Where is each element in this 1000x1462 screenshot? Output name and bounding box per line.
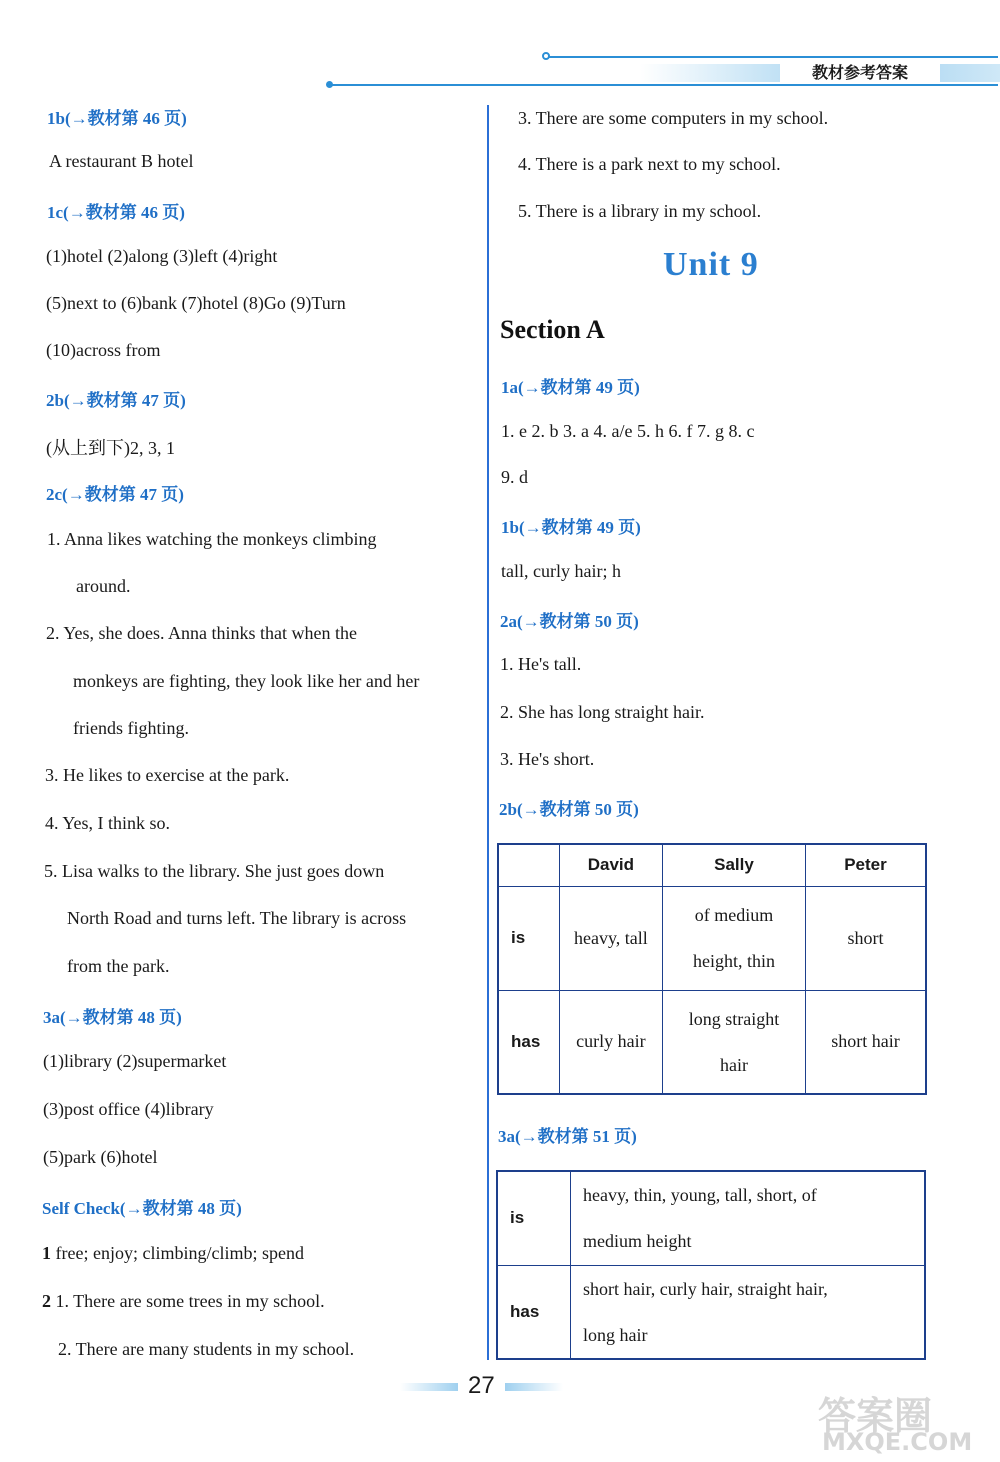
column-divider <box>487 105 489 1360</box>
right-answer-3: 3. There are some computers in my school. <box>518 108 829 128</box>
table-3a <box>496 1170 926 1360</box>
answer-1b: A restaurant B hotel <box>49 151 194 171</box>
table-cell-is-peter: short <box>805 886 926 990</box>
table-cell-has-sally <box>663 990 806 1094</box>
table-header-sally: Sally <box>663 844 806 886</box>
table-row-label-has: has <box>498 990 559 1094</box>
answer-2c-1a: 1. Anna likes watching the monkeys climbing <box>47 529 377 549</box>
self-check-2-num: 2 <box>42 1291 51 1311</box>
table-3a-cell-has-line2: long hair <box>583 1324 648 1345</box>
answer-1c-line1: (1)hotel (2)along (3)left (4)right <box>46 246 278 266</box>
right-answer-4: 4. There is a park next to my school. <box>518 154 781 174</box>
table-3a-cell-has <box>571 1265 926 1359</box>
table-cell-is-sally <box>663 886 806 990</box>
answer-2c-1b: around. <box>76 576 131 596</box>
answer-2a-2: 2. She has long straight hair. <box>500 702 705 722</box>
heading-1b-right: 1b(→教材第 49 页) <box>501 518 641 537</box>
heading-3a: 3a(→教材第 48 页) <box>43 1008 182 1027</box>
answer-1a-line1: 1. e 2. b 3. a 4. a/e 5. h 6. f 7. g 8. c <box>501 421 755 441</box>
header-rule-bottom <box>330 84 998 86</box>
heading-3a-right: 3a(→教材第 51 页) <box>498 1127 637 1146</box>
header-rule-top <box>548 56 998 58</box>
heading-2b: 2b(→教材第 47 页) <box>46 391 186 410</box>
answer-2c-5b: North Road and turns left. The library is across <box>67 908 407 928</box>
answer-2c-5c: from the park. <box>67 956 170 976</box>
table-cell-has-sally-line1: long straight <box>688 1008 780 1029</box>
heading-2a: 2a(→教材第 50 页) <box>500 612 639 631</box>
table-row <box>497 1171 925 1265</box>
self-check-1-text: free; enjoy; climbing/climb; spend <box>51 1243 304 1263</box>
header-dot-icon <box>542 52 550 60</box>
heading-1c: 1c(→教材第 46 页) <box>47 203 185 222</box>
table-3a-cell-is-line1: heavy, thin, young, tall, short, of <box>583 1185 817 1206</box>
answer-3a-line1: (1)library (2)supermarket <box>43 1051 227 1071</box>
self-check-2 <box>42 1291 325 1312</box>
watermark-url: MXQE.COM <box>822 1428 973 1456</box>
answer-3a-line3: (5)park (6)hotel <box>43 1147 158 1167</box>
heading-2c: 2c(→教材第 47 页) <box>46 485 184 504</box>
heading-1b: 1b(→教材第 46 页) <box>47 109 187 128</box>
table-2b <box>497 843 927 1095</box>
heading-2b-right: 2b(→教材第 50 页) <box>499 800 639 819</box>
table-header-david: David <box>559 844 662 886</box>
table-row <box>498 990 926 1094</box>
header-label: 教材参考答案 <box>780 62 940 84</box>
table-row <box>497 1265 925 1359</box>
page-number-deco-right <box>505 1383 563 1391</box>
table-cell-has-sally-line2: hair <box>720 1054 748 1075</box>
self-check-2-line2: 2. There are many students in my school. <box>58 1339 355 1359</box>
page-number-deco-left <box>400 1383 458 1391</box>
heading-self-check: Self Check(→教材第 48 页) <box>42 1199 242 1218</box>
answer-2c-4: 4. Yes, I think so. <box>45 813 171 833</box>
table-header-row <box>498 844 926 886</box>
answer-2c-2c: friends fighting. <box>73 718 189 738</box>
watermark-logo: 答案圈 <box>818 1394 933 1438</box>
table-3a-label-is: is <box>497 1171 571 1265</box>
unit-title: Unit 9 <box>663 246 759 283</box>
table-row-label-is: is <box>498 886 559 990</box>
table-cell-is-david: heavy, tall <box>559 886 662 990</box>
table-header-peter: Peter <box>805 844 926 886</box>
answer-2a-3: 3. He's short. <box>500 749 595 769</box>
table-cell-has-peter: short hair <box>805 990 926 1094</box>
right-answer-5: 5. There is a library in my school. <box>518 201 762 221</box>
self-check-1 <box>42 1243 304 1264</box>
table-3a-cell-is <box>571 1171 926 1265</box>
table-3a-label-has: has <box>497 1265 571 1359</box>
answer-1c-line2: (5)next to (6)bank (7)hotel (8)Go (9)Turn <box>46 293 346 313</box>
answer-2a-1: 1. He's tall. <box>500 654 582 674</box>
table-cell-is-sally-line2: height, thin <box>692 951 775 971</box>
self-check-2-text: 1. There are some trees in my school. <box>51 1291 325 1311</box>
table-corner-cell <box>498 844 559 886</box>
answer-3a-line2: (3)post office (4)library <box>43 1099 214 1119</box>
page-number: 27 <box>468 1372 495 1399</box>
answer-1a-line2: 9. d <box>501 467 528 487</box>
answer-2c-2b: monkeys are fighting, they look like her and her <box>73 671 420 691</box>
table-row <box>498 886 926 990</box>
answer-2b: (从上到下)2, 3, 1 <box>46 438 175 458</box>
answer-2c-2a: 2. Yes, she does. Anna thinks that when the <box>46 623 357 643</box>
header-dot-left-icon <box>326 81 333 88</box>
answer-2c-3: 3. He likes to exercise at the park. <box>45 765 290 785</box>
table-3a-cell-is-line2: medium height <box>583 1231 692 1252</box>
answer-1b-right: tall, curly hair; h <box>501 561 621 581</box>
table-cell-has-david: curly hair <box>559 990 662 1094</box>
section-title: Section A <box>500 315 605 344</box>
heading-1a: 1a(→教材第 49 页) <box>501 378 640 397</box>
answer-2c-5a: 5. Lisa walks to the library. She just goes down <box>44 861 385 881</box>
table-cell-is-sally-line1: of medium <box>694 905 774 925</box>
table-3a-cell-has-line1: short hair, curly hair, straight hair, <box>583 1278 828 1299</box>
self-check-1-num: 1 <box>42 1243 51 1263</box>
answer-1c-line3: (10)across from <box>46 340 161 360</box>
